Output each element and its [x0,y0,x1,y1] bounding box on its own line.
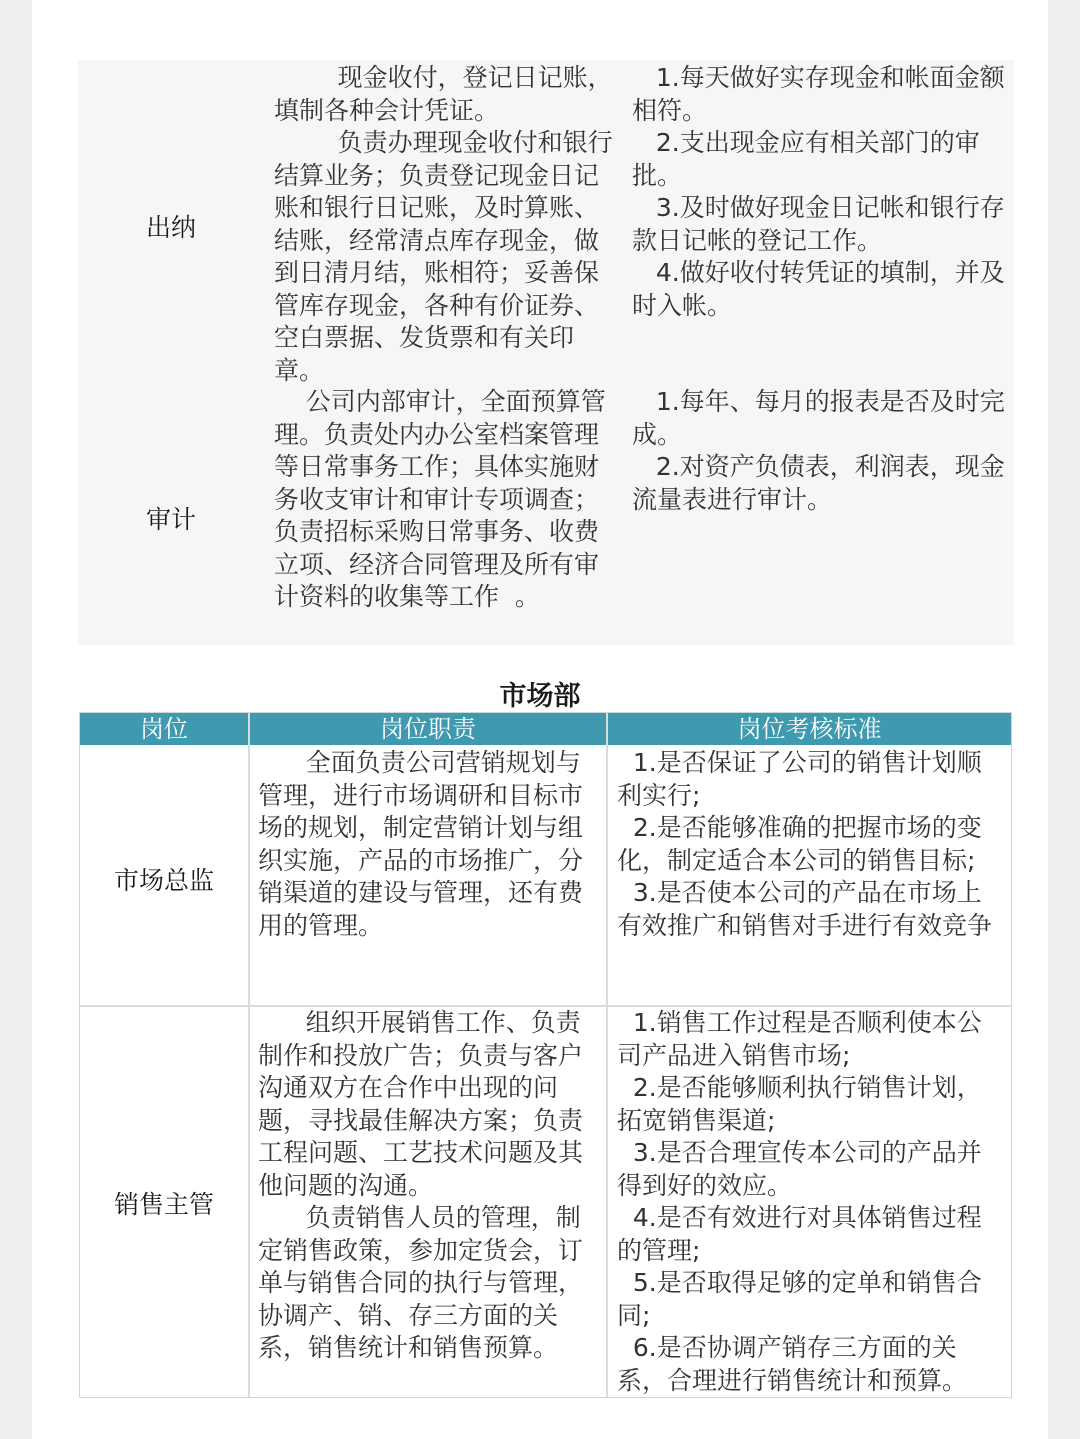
column-header-standard: 岗位考核标准 [737,715,882,743]
position-duty: 公司内部审计，全面预算管理。负责处内办公室档案管理等日常事务工作；具体实施财务收支审计和审计专项调查；负责招标采购日常事务、收费立项、经济合同管理及所有审计资料的收集等工作 。 [274,387,606,611]
position-duty: 组织开展销售工作、负责制作和投放广告；负责与客户沟通双方在合作中出现的问题，寻找最佳解决方案；负责工程问题、工艺技术问题及其他问题的沟通。 负责销售人员的管理，制定销售政策，参加定货会，订单与销售合同的执行与管理，协调产、销、存三方面的关系，销售统计和销售预算。 [258,1008,584,1362]
table-row [78,60,1014,385]
column-divider [606,713,608,1397]
column-header-position: 岗位 [140,715,188,743]
position-standard: 1.是否保证了公司的销售计划顺利实行; 2.是否能够准确的把握市场的变化，制定适合本公司的销售目标; 3.是否使本公司的产品在市场上有效推广和销售对手进行有效竞争 [617,748,993,940]
market-table [79,712,1012,1398]
position-standard: 1.销售工作过程是否顺利使本公司产品进入销售市场; 2.是否能够顺利执行销售计划，拓宽销售渠道; 3.是否合理宣传本公司的产品并得到好的效应。 4.是否有效进行对具体销售过程的管理; 5.是否取得足够的定单和销售合同; 6.是否协调产销存三方面的关系，合理进行销售统计和预算。 [617,1008,982,1395]
section-title: 市场部 [499,681,581,712]
column-header-duty: 岗位职责 [380,715,476,743]
position-standard: 1.每天做好实存现金和帐面金额相符。 2.支出现金应有相关部门的审批。 3.及时做好现金日记帐和银行存款日记帐的登记工作。 4.做好收付转凭证的填制，并及时入帐。 [632,63,1005,320]
position-standard: 1.每年、每月的报表是否及时完成。 2.对资产负债表，利润表，现金流量表进行审计。 [632,387,1005,514]
column-divider [248,713,250,1397]
position-title: 销售主管 [113,1190,214,1219]
table-header [80,713,1011,745]
position-title: 出纳 [145,213,196,242]
table-row [78,386,1014,646]
position-duty: 现金收付，登记日记账，填制各种会计凭证。 负责办理现金收付和银行结算业务；负责登记现金日记账和银行日记账，及时算账、结账，经常清点库存现金，做到日清月结，账相符；妥善保管库存现金，各种有价证券、空白票据、发货票和有关印章。 [274,63,613,385]
position-title: 审计 [145,505,196,534]
position-duty: 全面负责公司营销规划与管理，进行市场调研和目标市场的规划，制定营销计划与组织实施，产品的市场推广，分销渠道的建设与管理，还有费用的管理。 [258,748,584,940]
finance-table [78,60,1014,645]
position-title: 市场总监 [113,866,214,895]
